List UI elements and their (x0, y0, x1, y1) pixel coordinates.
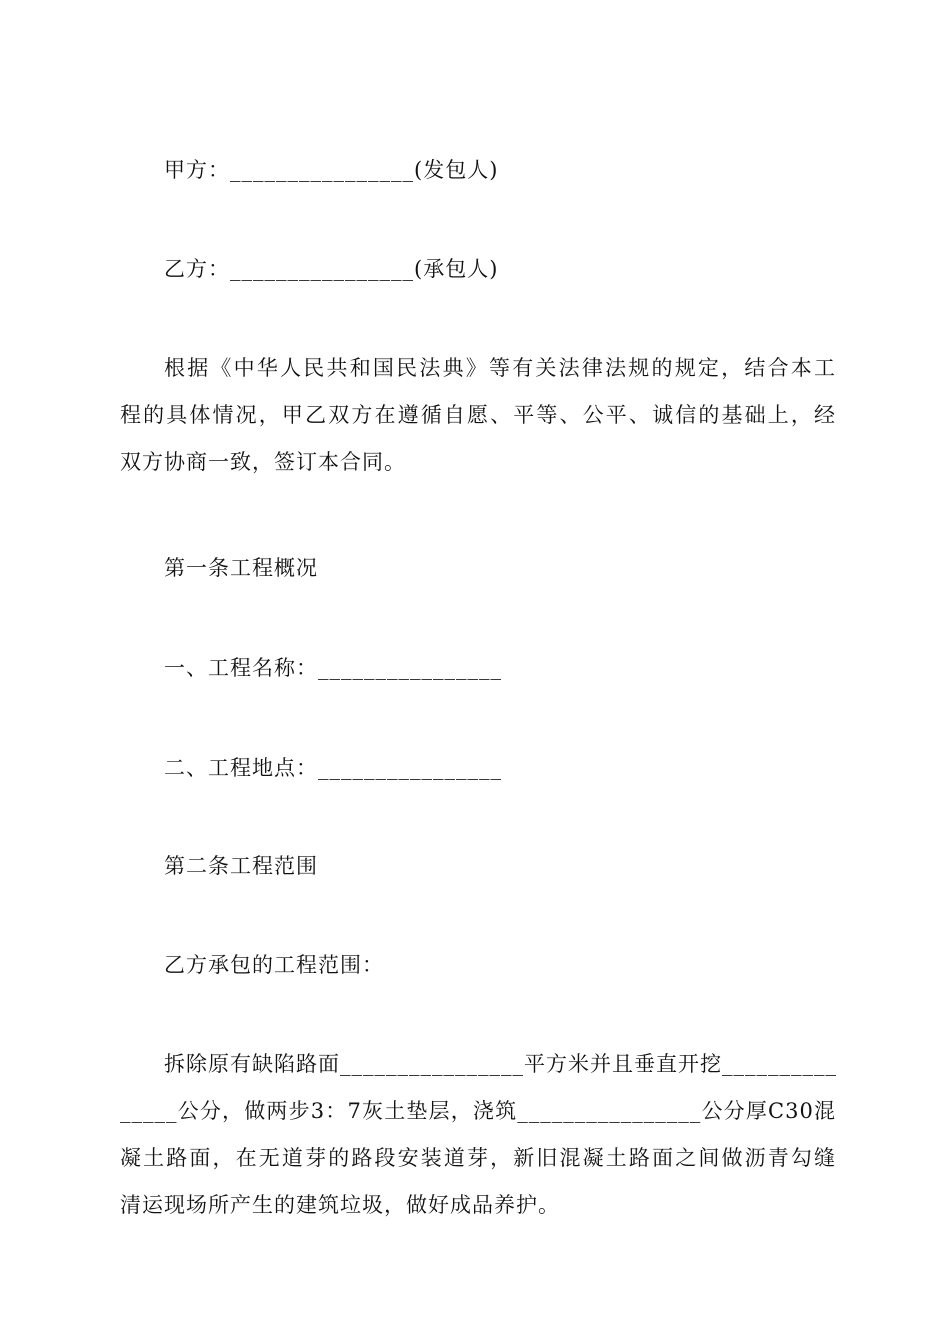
preamble-line-1: 根据《中华人民共和国民法典》等有关法律法规的规定，结合本工 (164, 356, 836, 380)
scope-line-2: _____公分，做两步3：7灰土垫层，浇筑________________公分厚C30混 (120, 1099, 836, 1123)
article-2-heading: 第二条工程范围 (164, 854, 318, 878)
project-name-line: 一、工程名称：________________ (164, 656, 502, 680)
article-1-heading: 第一条工程概况 (164, 556, 318, 580)
project-location-line: 二、工程地点：________________ (164, 756, 502, 780)
party-b-line: 乙方：________________(承包人) (164, 257, 499, 281)
preamble-line-2: 程的具体情况，甲乙双方在遵循自愿、平等、公平、诚信的基础上，经 (120, 403, 836, 427)
scope-intro-line: 乙方承包的工程范围： (164, 953, 384, 977)
scope-line-3: 凝土路面，在无道芽的路段安装道芽，新旧混凝土路面之间做沥青勾缝 (120, 1146, 836, 1170)
scope-paragraph (120, 1041, 836, 1229)
scope-line-1: 拆除原有缺陷路面________________平方米并且垂直开挖__________ (164, 1052, 837, 1076)
scope-line-4: 清运现场所产生的建筑垃圾，做好成品养护。 (120, 1193, 560, 1217)
preamble-paragraph (120, 345, 836, 486)
preamble-line-3: 双方协商一致，签订本合同。 (120, 450, 406, 474)
party-a-line: 甲方：________________(发包人) (164, 158, 499, 182)
